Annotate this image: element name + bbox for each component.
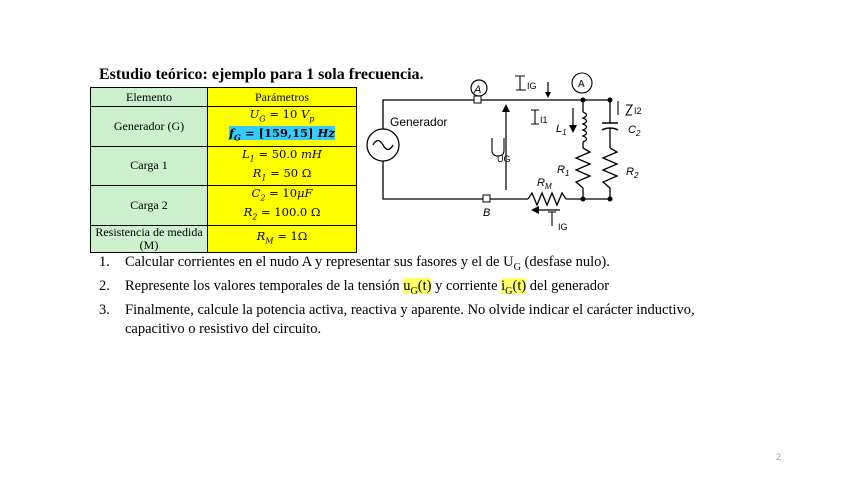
node-b-label: B	[483, 207, 491, 219]
hw-i2: I2	[634, 106, 642, 116]
resistor-r2	[603, 148, 617, 188]
resistor-r1	[576, 148, 590, 188]
list-number: 1.	[99, 254, 110, 270]
hw-ig-bottom: IG	[558, 222, 568, 232]
task-text: Calcular corrientes en el nudo A y representar sus fasores y el de U	[125, 254, 514, 270]
ig-highlight: $i_G(t)$	[501, 277, 527, 297]
label-l1: $L_1$	[556, 123, 567, 137]
handwritten-annotations	[492, 73, 632, 226]
param-l1: $L_1 = 50.0$ mH	[242, 146, 322, 163]
generator-label: Generador	[390, 115, 448, 129]
label-r1: $R_1$	[557, 164, 570, 178]
param-rm: $R_M = 1\Omega$	[256, 229, 308, 246]
task-text: Finalmente, calcule la potencia activa, reactiva y aparente. No olvide indicar el carácter inductivo, capacitivo o resistivo del circuito.	[125, 301, 695, 337]
task-text: y corriente	[431, 277, 502, 294]
list-item	[99, 277, 699, 301]
task-text: del generador	[526, 277, 610, 294]
element-generator: Generador (G)	[91, 107, 208, 147]
fg-highlight: $f_G = [159,15]$ Hz	[229, 126, 335, 143]
element-carga2: Carga 2	[91, 186, 208, 226]
list-number: 3.	[99, 301, 110, 318]
label-rm: $R_M$	[537, 177, 552, 191]
hw-ig-top: IG	[527, 81, 537, 91]
label-r2: $R_2$	[626, 166, 639, 180]
label-c2: $C_2$	[628, 124, 641, 138]
list-number: 2.	[99, 277, 110, 294]
page-number: 2	[776, 452, 782, 462]
task-list	[99, 253, 699, 339]
list-item	[99, 301, 699, 339]
node-b	[483, 195, 490, 202]
node-a	[474, 96, 481, 103]
header-parameters: Parámetros	[208, 88, 357, 107]
slide-title: Estudio teórico: ejemplo para 1 sola frecuencia.	[99, 66, 424, 83]
inductor-l1	[583, 112, 587, 142]
param-ug: $U_G = 10$ $V_p$	[249, 107, 315, 124]
ug-highlight: $u_G(t)$	[403, 277, 432, 297]
resistor-rm	[528, 193, 566, 205]
element-resistencia: Resistencia de medida (M)	[91, 225, 208, 252]
node-a-label: A	[474, 84, 482, 96]
param-r1: $R_1 = 50$ Ω	[252, 165, 312, 183]
task-text: (desfase nulo).	[520, 254, 610, 270]
list-item	[99, 253, 699, 277]
param-r2: $R_2 = 100.0$ Ω	[243, 205, 321, 222]
task-text: Represente los valores temporales de la tensión	[125, 277, 404, 294]
hw-ug: UG	[497, 154, 511, 164]
header-element: Elemento	[91, 88, 208, 107]
hw-i1: I1	[540, 115, 548, 125]
task-subscript: G	[513, 261, 521, 273]
param-c2: $C_2 = 10\mu F$	[251, 186, 313, 203]
element-carga1: Carga 1	[91, 146, 208, 186]
hw-a-circled: A	[578, 79, 585, 90]
